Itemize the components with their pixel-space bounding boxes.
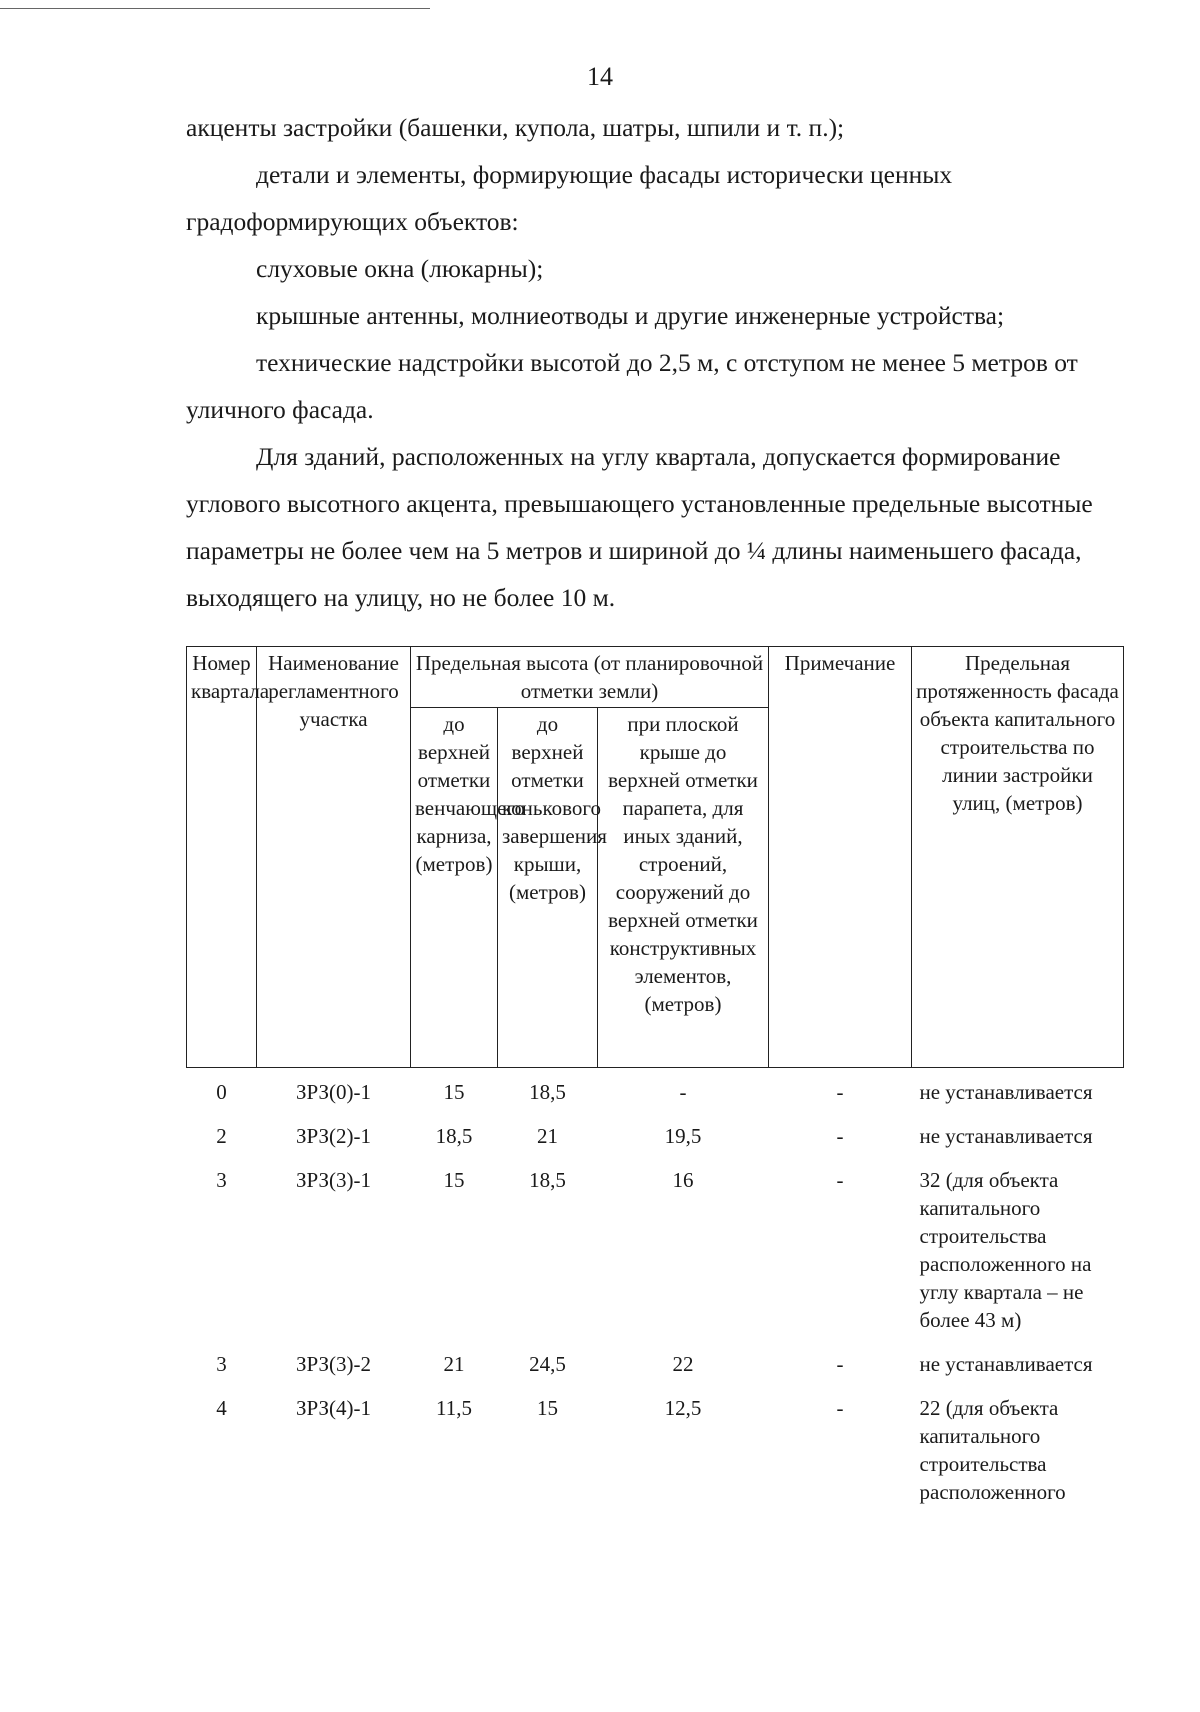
header-flat-roof-height: при плоской крыше до верхней отметки парапета, для иных зданий, строений, сооружений до верхней отметки конструктивных элементов, (метров) (598, 708, 769, 1068)
cell-cornice: 18,5 (435, 1124, 473, 1148)
cell-zone: ЗРЗ(3)-2 (296, 1352, 371, 1376)
cell-flat-roof: 19,5 (664, 1124, 702, 1148)
cell-cornice: 21 (443, 1352, 465, 1376)
cell-flat-roof: - (679, 1080, 687, 1104)
table-row (187, 1112, 1124, 1156)
paragraph: детали и элементы, формирующие фасады исторически ценных градоформирующих объектов: (186, 160, 953, 236)
cell-facade-length: не устанавливается (919, 1352, 1093, 1376)
cell-ridge: 15 (537, 1396, 558, 1420)
cell-quarter: 3 (216, 1168, 227, 1192)
cell-ridge: 18,5 (529, 1080, 566, 1104)
cell-cornice: 11,5 (436, 1396, 472, 1420)
cell-flat-roof: 12,5 (664, 1396, 702, 1420)
paragraph: акценты застройки (башенки, купола, шатры, шпили и т. п.); (186, 113, 845, 142)
cell-note: - (836, 1352, 844, 1376)
paragraph: крышные антенны, молниеотводы и другие инженерные устройства; (256, 301, 1005, 330)
body-text (186, 104, 1123, 621)
cell-flat-roof: 22 (672, 1352, 694, 1376)
cell-quarter: 4 (216, 1396, 227, 1420)
header-facade-length: Предельная протяженность фасада объекта капитального строительства по линии застройки улиц, (метров) (912, 647, 1124, 1068)
scan-edge-line (0, 8, 430, 9)
cell-ridge: 18,5 (529, 1168, 566, 1192)
table-row (187, 1340, 1124, 1384)
header-height-limit: Предельная высота (от планировочной отметки земли) (411, 647, 769, 708)
cell-quarter: 3 (216, 1352, 227, 1376)
table-row (187, 1068, 1124, 1113)
cell-facade-length: не устанавливается (919, 1080, 1093, 1104)
paragraph: Для зданий, расположенных на углу квартала, допускается формирование углового высотного акцента, превышающего установленные предельные высотные параметры не более чем на 5 метров и шириной до ¼ длины наименьшего фасада, выходящего на улицу, но не более 10 м. (186, 442, 1093, 612)
table-row (187, 1156, 1124, 1340)
header-ridge-height: до верхней отметки конькового завершения крыши, (метров) (498, 708, 598, 1068)
header-zone-name: Наименование регламентного участка (257, 647, 411, 1068)
cell-facade-length: 22 (для объекта капитального строительства расположенного (919, 1396, 1066, 1504)
header-cornice-height: до верхней отметки венчающего карниза, (метров) (411, 708, 498, 1068)
table-row (187, 1384, 1124, 1512)
cell-cornice: 15 (443, 1168, 465, 1192)
cell-note: - (836, 1080, 844, 1104)
cell-ridge: 24,5 (529, 1352, 566, 1376)
paragraph: технические надстройки высотой до 2,5 м, с отступом не менее 5 метров от уличного фасада. (186, 348, 1078, 424)
cell-cornice: 15 (443, 1080, 465, 1104)
header-quarter-number: Номер квартала (187, 647, 257, 1068)
cell-note: - (836, 1396, 844, 1420)
cell-zone: ЗРЗ(2)-1 (296, 1124, 371, 1148)
cell-facade-length: 32 (для объекта капитального строительства расположенного на углу квартала – не более 43 м) (919, 1168, 1092, 1332)
cell-note: - (836, 1168, 844, 1192)
cell-ridge: 21 (537, 1124, 558, 1148)
cell-facade-length: не устанавливается (919, 1124, 1093, 1148)
cell-flat-roof: 16 (672, 1168, 694, 1192)
cell-zone: ЗРЗ(0)-1 (296, 1080, 371, 1104)
cell-quarter: 2 (216, 1124, 227, 1148)
cell-quarter: 0 (216, 1080, 227, 1104)
page-number: 14 (587, 62, 613, 91)
header-note: Примечание (769, 647, 912, 1068)
paragraph: слуховые окна (люкарны); (256, 254, 544, 283)
height-regulations-table (186, 646, 1124, 1512)
cell-zone: ЗРЗ(4)-1 (296, 1396, 371, 1420)
cell-note: - (836, 1124, 844, 1148)
cell-zone: ЗРЗ(3)-1 (296, 1168, 371, 1192)
